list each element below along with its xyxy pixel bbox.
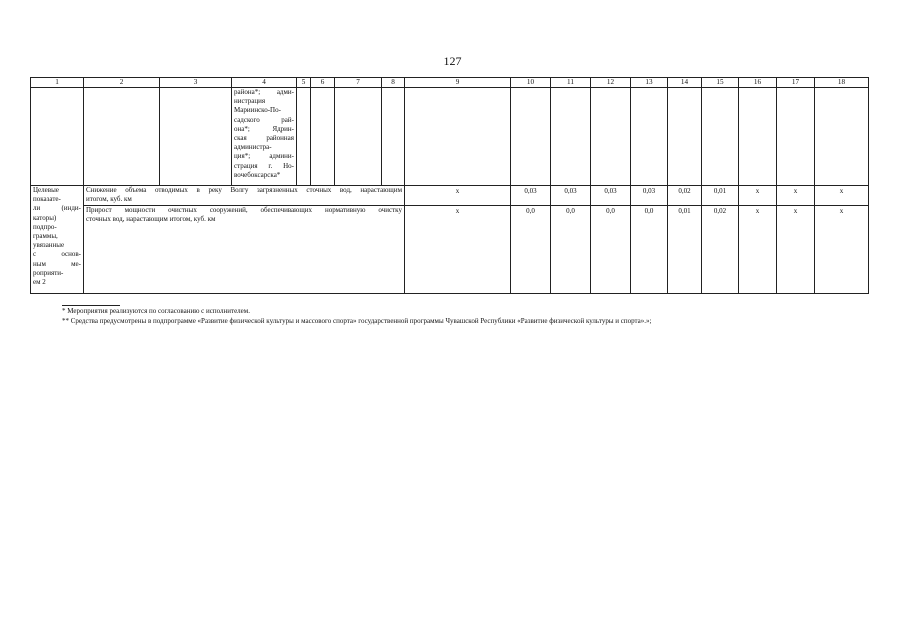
indicator-value: 0,01 [668, 206, 702, 294]
indicator-text-line: Снижение объема отводимых в реку Волгу загрязненных сточных вод, нарастающим [86, 186, 402, 194]
col-header: 18 [815, 78, 869, 88]
indicator-text-line: итогом, куб. км [86, 195, 132, 204]
indicator-row [31, 186, 869, 206]
col-header: 4 [232, 78, 297, 88]
executors-line: нистрация [234, 97, 266, 106]
group-label-line: увязанные [33, 241, 65, 250]
indicator-value: x [815, 186, 869, 206]
indicator-value: 0,01 [702, 186, 739, 206]
group-label-line: ем 2 [33, 278, 46, 287]
indicator-value: 0,03 [511, 186, 551, 206]
executors-line: страция г. Но- [234, 161, 294, 170]
col-header: 13 [631, 78, 668, 88]
indicator-value: 0,03 [591, 186, 631, 206]
group-label-line: граммы, [33, 232, 58, 241]
footnote: ** Средства предусмотрены в подпрограмме «Развитие физической культуры и массового спорта» государственной программы Чувашской Республики «Развитие физической культуры и спорта».»; [62, 316, 652, 325]
footnote: * Мероприятия реализуются по согласованию с исполнителем. [62, 307, 250, 315]
indicator-value: x [739, 206, 777, 294]
executors-line: вочебоксарска* [234, 170, 281, 179]
indicator-value: 0,02 [668, 186, 702, 206]
col-header: 8 [382, 78, 405, 88]
col-header: 9 [405, 78, 511, 88]
col-header: 6 [311, 78, 335, 88]
executors-cell [232, 88, 297, 186]
group-label-line: ли (инди- [33, 204, 81, 213]
program-table [30, 77, 869, 294]
executors-line: садского рай- [234, 115, 294, 124]
col-header: 5 [297, 78, 311, 88]
col-header: 16 [739, 78, 777, 88]
page-number: 127 [443, 54, 462, 68]
group-label-line: роприяти- [33, 268, 64, 277]
indicator-col9: x [405, 206, 511, 294]
footnotes [62, 307, 651, 326]
indicator-col9: x [405, 186, 511, 206]
column-number-row [31, 78, 869, 88]
continuation-row [31, 88, 869, 186]
indicator-text [84, 206, 405, 294]
executors-line: района*; адми- [234, 88, 294, 96]
executors-line: Мариинско-По- [234, 106, 281, 115]
group-label-line: ным ме- [33, 259, 81, 268]
indicators-group-label [31, 186, 84, 294]
col-header: 12 [591, 78, 631, 88]
executors-line: ция*; админи- [234, 152, 294, 161]
indicator-row [31, 206, 869, 294]
executors-line: она*; Ядрин- [234, 124, 294, 133]
col-header: 11 [551, 78, 591, 88]
indicator-value: 0,03 [551, 186, 591, 206]
group-label-line: с основ- [33, 250, 81, 259]
indicator-value: 0,0 [551, 206, 591, 294]
indicator-text [84, 186, 405, 206]
col-header: 1 [31, 78, 84, 88]
indicator-value: x [739, 186, 777, 206]
indicator-text-line: сточных вод, нарастающим итогом, куб. км [86, 215, 216, 224]
group-label-line: каторы) [33, 213, 57, 222]
indicator-value: 0,0 [631, 206, 668, 294]
col-header: 17 [777, 78, 815, 88]
indicator-value: 0,02 [702, 206, 739, 294]
indicator-text-line: Прирост мощности очистных сооружений, обеспечивающих нормативную очистку [86, 206, 402, 214]
col-header: 2 [84, 78, 160, 88]
indicator-value: x [777, 206, 815, 294]
group-label-line: подпро- [33, 222, 57, 231]
group-label-line: Целевые [33, 186, 59, 194]
col-header: 14 [668, 78, 702, 88]
indicator-value: 0,0 [591, 206, 631, 294]
indicator-value: x [815, 206, 869, 294]
col-header: 15 [702, 78, 739, 88]
col-header: 7 [335, 78, 382, 88]
executors-line: ская районная [234, 134, 294, 143]
group-label-line: показате- [33, 195, 61, 204]
indicator-value: x [777, 186, 815, 206]
col-header: 10 [511, 78, 551, 88]
col-header: 3 [160, 78, 232, 88]
indicator-value: 0,03 [631, 186, 668, 206]
indicator-value: 0,0 [511, 206, 551, 294]
footnote-divider [62, 305, 120, 306]
executors-line: администра- [234, 143, 272, 152]
